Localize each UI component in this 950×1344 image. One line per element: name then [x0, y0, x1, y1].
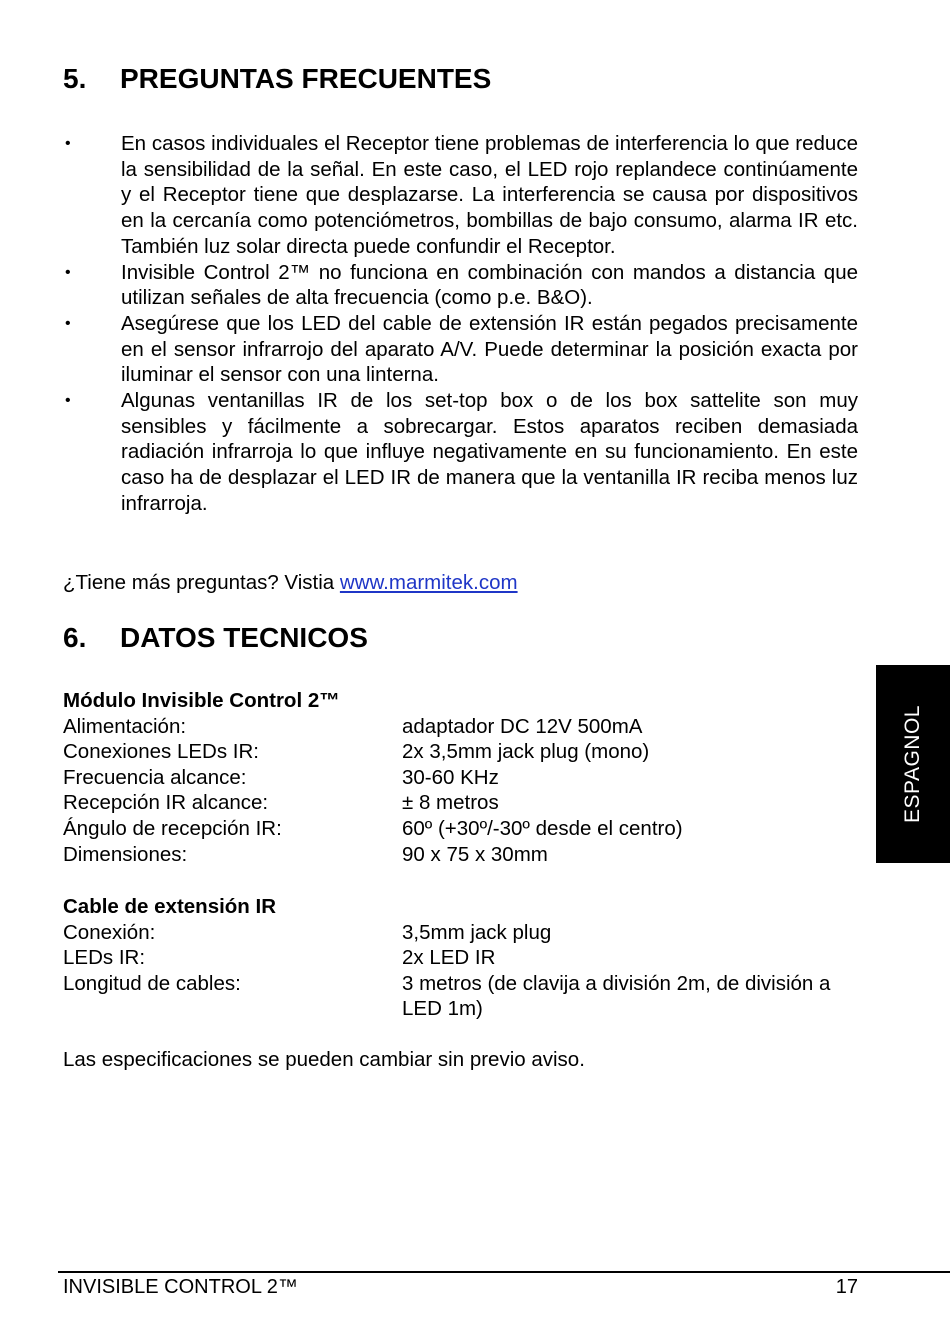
spec-label: Alimentación: [63, 714, 187, 738]
spec-row [63, 971, 858, 1022]
spec-label: Ángulo de recepción IR: [63, 816, 282, 840]
spec-row [63, 714, 858, 740]
spec-label: Dimensiones: [63, 842, 188, 866]
section-6-title: DATOS TECNICOS [120, 622, 368, 653]
faq-item-text: Algunas ventanillas IR de los set-top box o de los box sattelite son muy sensibles y fácilmente a sobrecargar. Estos aparatos reciben demasiada radiación infrarroja lo que influye negativamente en su funcionamiento. En este caso ha de desplazar el LED IR de manera que la ventanilla IR reciba menos luz infrarroja. [121, 389, 858, 515]
faq-item [63, 388, 858, 517]
spec-value: 3 metros (de clavija a división 2m, de división a LED 1m) [402, 971, 831, 1021]
language-side-tab [876, 665, 950, 863]
spec-label: Conexión: [63, 920, 156, 944]
faq-item-text: En casos individuales el Receptor tiene problemas de interferencia lo que reduce la sensibilidad de la señal. En este caso, el LED rojo replandece continúamente y el Receptor tiene que desplazarse. La interferencia se causa por dispositivos en la cercanía como potenciómetros, bombillas de bajo consumo, alarma IR etc. También luz solar directa puede confundir el Receptor. [121, 132, 858, 258]
spec-label: Recepción IR alcance: [63, 791, 269, 815]
spec-value: 2x 3,5mm jack plug (mono) [402, 740, 650, 764]
module-spec-block [63, 688, 858, 867]
spec-value: 60º (+30º/-30º desde el centro) [402, 816, 683, 840]
spec-label: Longitud de cables: [63, 971, 241, 995]
faq-item-text: Asegúrese que los LED del cable de extensión IR están pegados precisamente en el sensor infrarrojo del aparato A/V. Puede determinar la posición exacta por iluminar el sensor con una linterna. [121, 311, 858, 387]
section-5-number: 5. [63, 63, 87, 94]
bullet-icon: • [65, 314, 71, 332]
faq-item-text: Invisible Control 2™ no funciona en combinación con mandos a distancia que utilizan señales de alta frecuencia (como p.e. B&O). [121, 260, 858, 310]
spec-value: 3,5mm jack plug [402, 920, 552, 944]
page-number: 17 [835, 1276, 858, 1298]
spec-value: 30-60 KHz [402, 765, 499, 789]
spec-value: ± 8 metros [402, 791, 499, 815]
marmitek-website-link[interactable]: www.marmitek.com [339, 571, 518, 594]
faq-item [63, 260, 858, 311]
spec-value: 2x LED IR [402, 946, 496, 970]
section-6-number: 6. [63, 622, 87, 653]
spec-label: Conexiones LEDs IR: [63, 740, 259, 764]
faq-list [63, 131, 858, 517]
more-questions-line [63, 571, 518, 595]
footer-title: INVISIBLE CONTROL 2™ [63, 1276, 298, 1298]
section-5-heading [63, 63, 491, 95]
spec-value: adaptador DC 12V 500mA [402, 714, 643, 738]
spec-row [63, 945, 858, 971]
module-spec-title: Módulo Invisible Control 2™ [63, 689, 340, 712]
spec-row [63, 739, 858, 765]
specs-notice: Las especificaciones se pueden cambiar sin previo aviso. [63, 1048, 585, 1071]
spec-label: LEDs IR: [63, 946, 146, 970]
spec-row [63, 816, 858, 842]
language-tab-label: ESPAGNOL [901, 705, 924, 823]
spec-label: Frecuencia alcance: [63, 765, 247, 789]
faq-item [63, 311, 858, 388]
spec-row [63, 790, 858, 816]
cable-spec-block [63, 894, 858, 1022]
spec-row [63, 765, 858, 791]
bullet-icon: • [65, 392, 71, 410]
faq-item [63, 131, 858, 260]
bullet-icon: • [65, 263, 71, 281]
more-questions-text: ¿Tiene más preguntas? Vistia [63, 571, 340, 594]
section-5-title: PREGUNTAS FRECUENTES [120, 63, 492, 94]
cable-spec-title: Cable de extensión IR [63, 895, 277, 918]
footer-divider [58, 1271, 950, 1273]
spec-row [63, 920, 858, 946]
spec-row [63, 842, 858, 868]
bullet-icon: • [65, 135, 71, 152]
spec-value: 90 x 75 x 30mm [402, 842, 548, 866]
section-6-heading [63, 622, 368, 654]
